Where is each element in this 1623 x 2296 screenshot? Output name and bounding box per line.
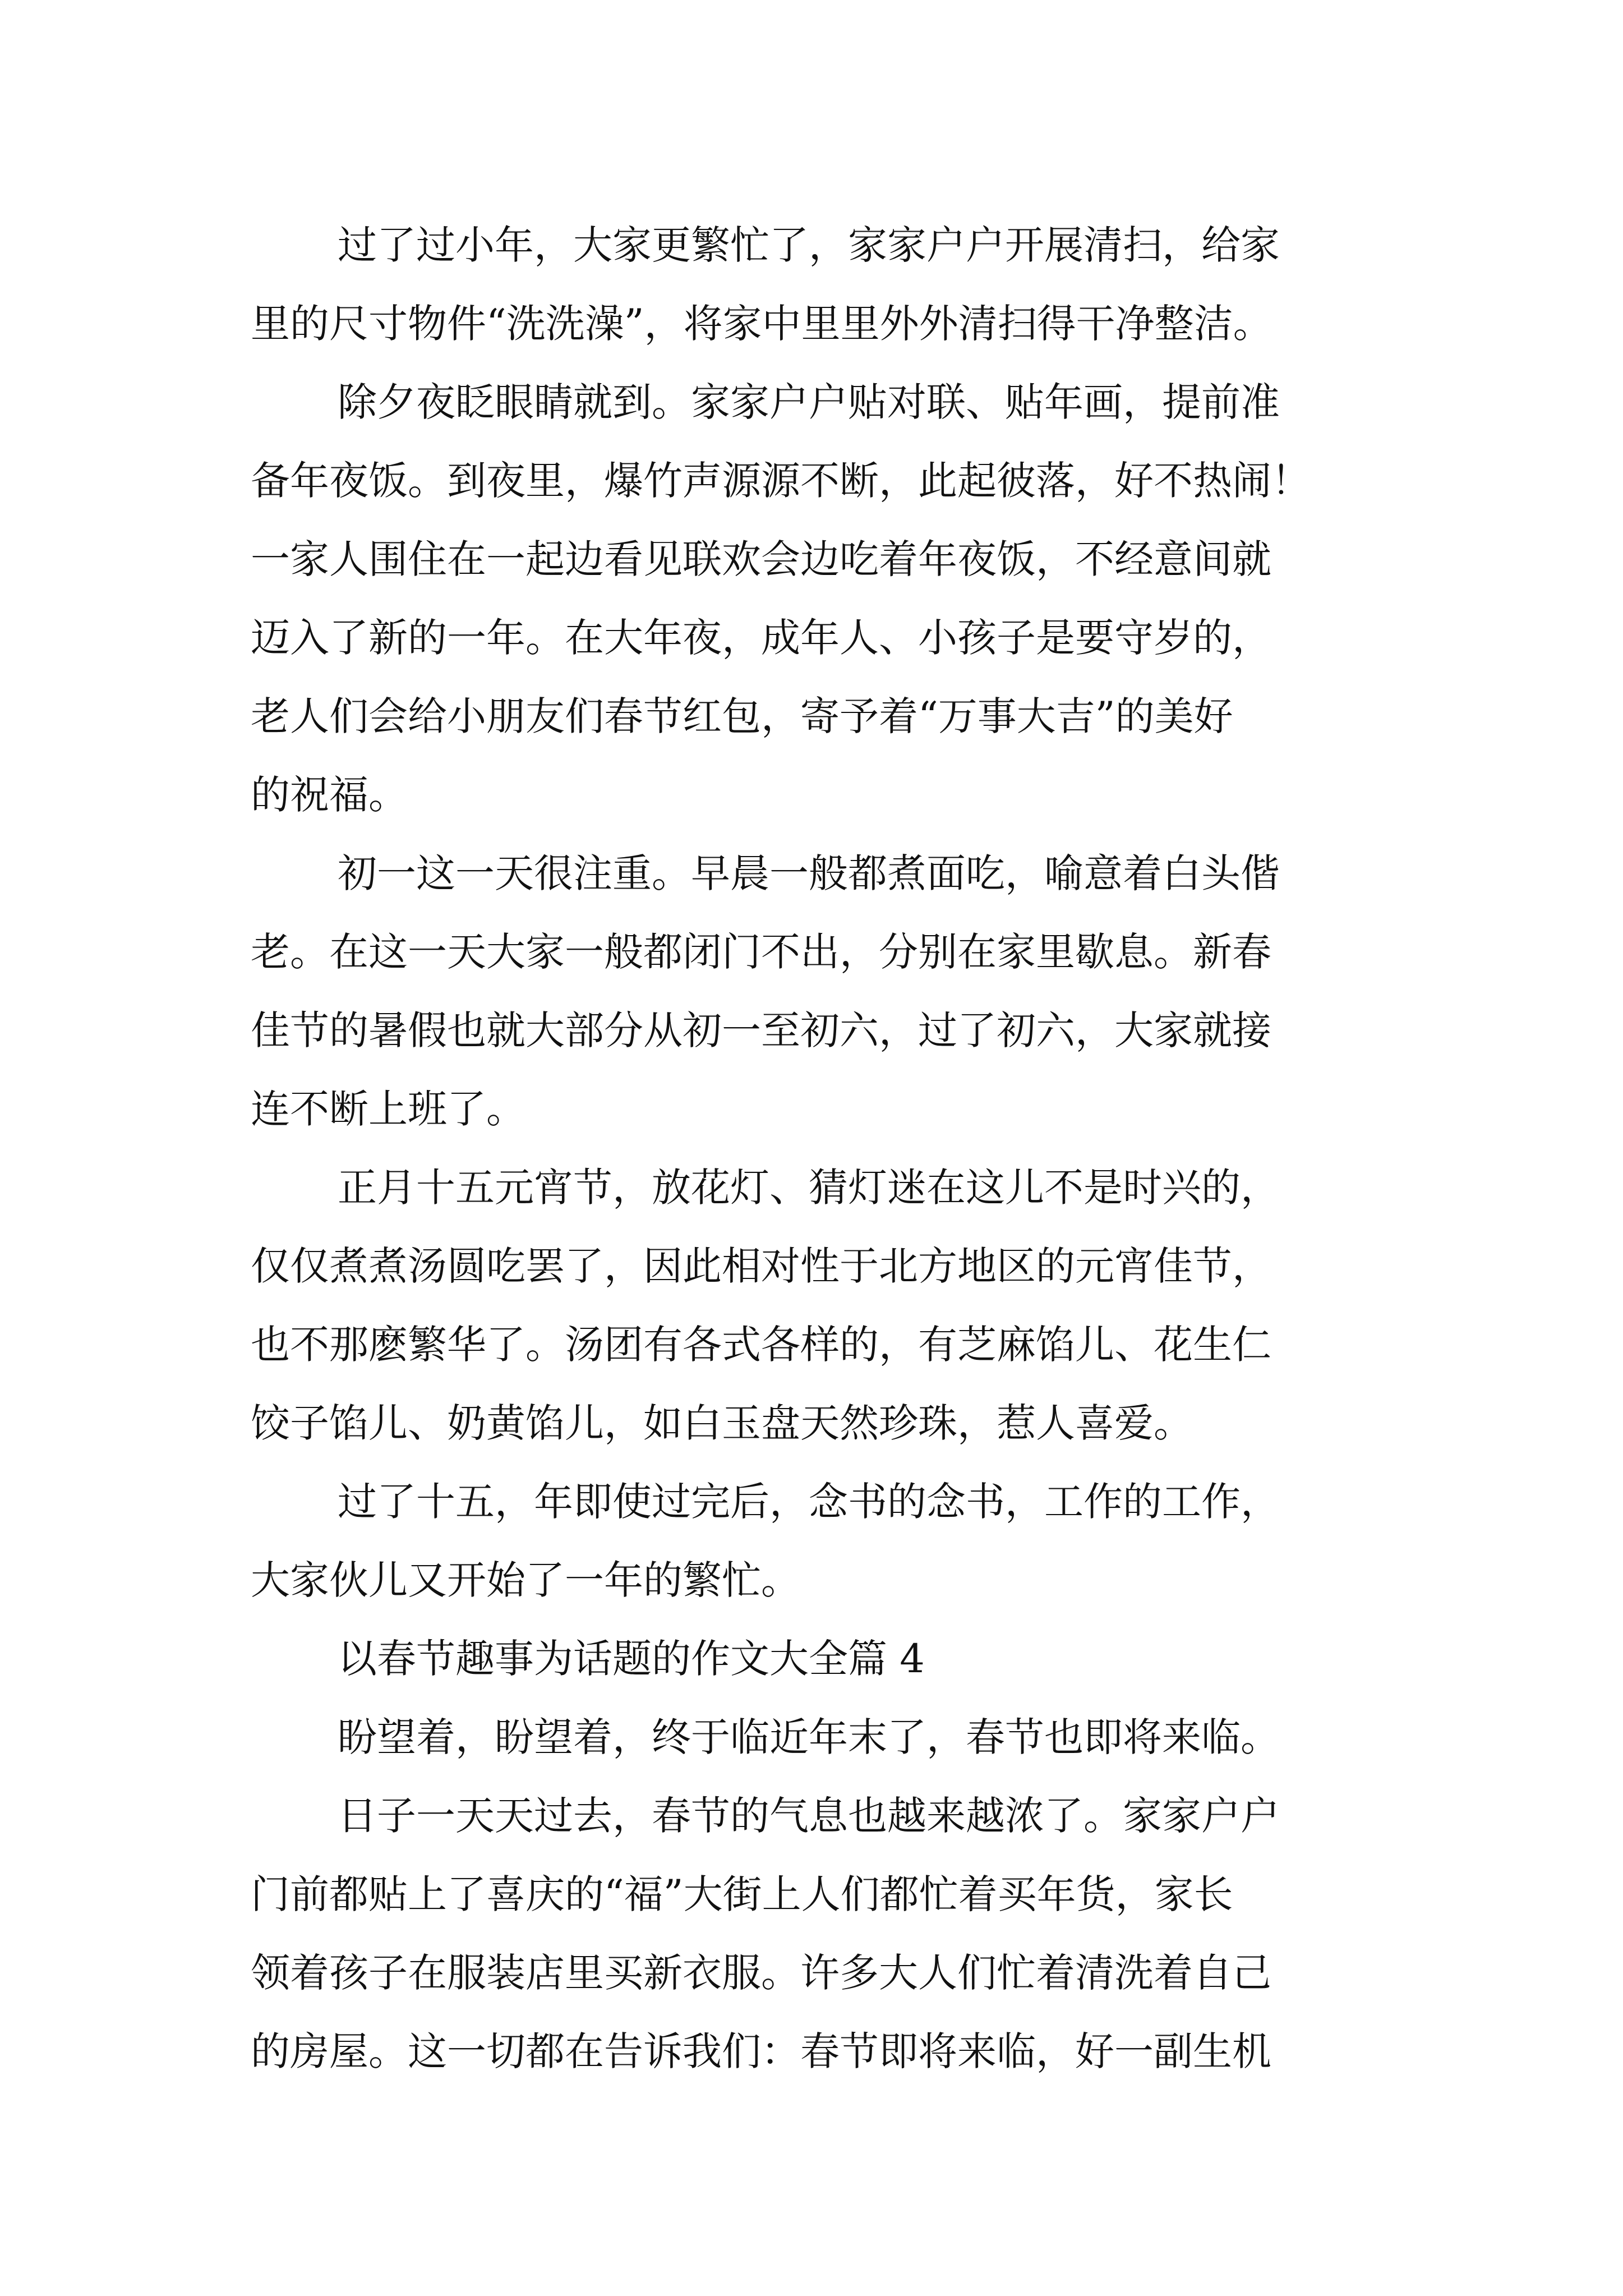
text-line: 日子一天天过去，春节的气息也越来越浓了。家家户户 xyxy=(338,1793,1280,1839)
text-line: 饺子馅儿、奶黄馅儿，如白玉盘天然珍珠，惹人喜爱。 xyxy=(251,1400,1193,1446)
text-line: 里的尺寸物件“洗洗澡”，将家中里里外外清扫得干净整洁。 xyxy=(251,301,1272,347)
text-line: 一家人围住在一起边看见联欢会边吃着年夜饭，不经意间就 xyxy=(251,536,1271,582)
text-line: 过了十五，年即使过完后，念书的念书，工作的工作， xyxy=(338,1479,1280,1525)
text-line: 迈入了新的一年。在大年夜，成年人、小孩子是要守岁的， xyxy=(251,615,1271,661)
text-line: 的房屋。这一切都在告诉我们：春节即将来临，好一副生机 xyxy=(251,2028,1271,2074)
text-line: 正月十五元宵节，放花灯、猜灯迷在这儿不是时兴的， xyxy=(338,1165,1280,1211)
text-line: 佳节的暑假也就大部分从初一至初六，过了初六，大家就接 xyxy=(251,1007,1271,1053)
text-line: 初一这一天很注重。早晨一般都煮面吃，喻意着白头偕 xyxy=(338,850,1280,896)
text-line: 老。在这一天大家一般都闭门不出，分别在家里歇息。新春 xyxy=(251,929,1271,975)
text-line: 也不那麽繁华了。汤团有各式各样的，有芝麻馅儿、花生仁 xyxy=(251,1322,1271,1368)
text-line: 老人们会给小朋友们春节红包，寄予着“万事大吉”的美好 xyxy=(251,693,1233,739)
text-line: 的祝福。 xyxy=(251,772,408,818)
text-line: 门前都贴上了喜庆的“福”大街上人们都忙着买年货，家长 xyxy=(251,1871,1233,1917)
text-line: 过了过小年，大家更繁忙了，家家户户开展清扫，给家 xyxy=(338,222,1280,268)
text-line: 备年夜饭。到夜里，爆竹声源源不断，此起彼落，好不热闹！ xyxy=(251,458,1311,504)
text-line: 连不断上班了。 xyxy=(251,1086,525,1132)
text-line: 仅仅煮煮汤圆吃罢了，因此相对性于北方地区的元宵佳节， xyxy=(251,1243,1271,1289)
text-line: 领着孩子在服装店里买新衣服。许多大人们忙着清洗着自己 xyxy=(251,1950,1271,1996)
text-line: 除夕夜眨眼睛就到。家家户户贴对联、贴年画，提前准 xyxy=(338,379,1280,425)
text-line: 大家伙儿又开始了一年的繁忙。 xyxy=(251,1557,800,1603)
text-line: 盼望着，盼望着，终于临近年末了，春节也即将来临。 xyxy=(338,1714,1280,1760)
section-heading: 以春节趣事为话题的作文大全篇 4 xyxy=(338,1636,925,1682)
